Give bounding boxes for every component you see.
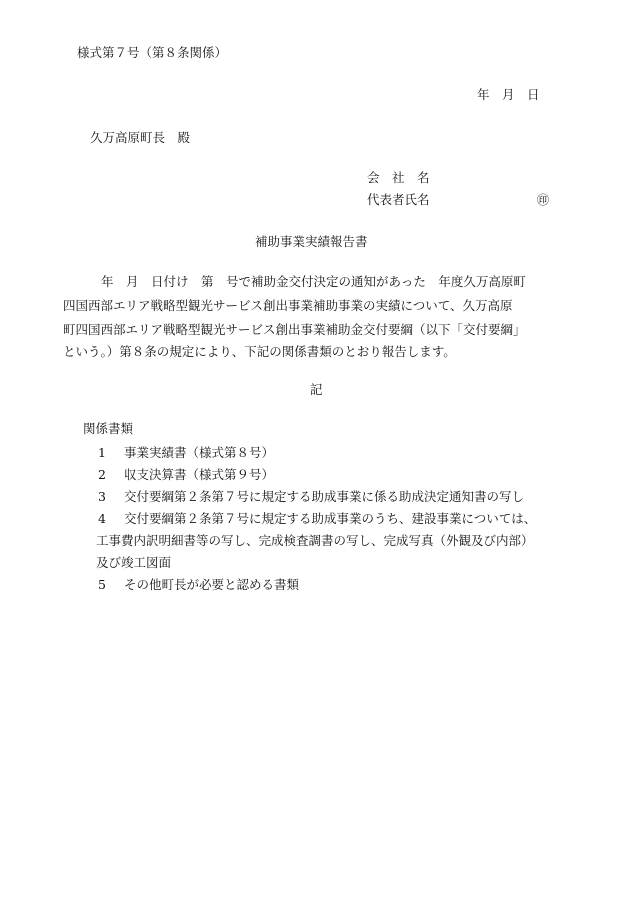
- company-name-label: 会 社 名: [367, 170, 430, 185]
- ki-label: 記: [310, 382, 323, 397]
- list-item: 事業実績書（様式第８号）: [124, 445, 275, 460]
- list-item: 交付要綱第２条第７号に規定する助成事業に係る助成決定通知書の写し: [124, 489, 525, 504]
- list-item-number: 5: [98, 577, 106, 592]
- list-item: その他町長が必要と認める書類: [124, 577, 300, 592]
- list-item-number: 2: [98, 467, 106, 482]
- document-title: 補助事業実績報告書: [255, 234, 368, 249]
- body-line: 四国西部エリア戦略型観光サービス創出事業補助事業の実績について、久万高原: [63, 298, 513, 313]
- list-item-number: 4: [98, 511, 106, 526]
- list-item-continuation: 工事費内訳明細書等の写し、完成検査調書の写し、完成写真（外観及び内部）: [96, 533, 534, 548]
- form-label: 様式第７号（第８条関係）: [77, 45, 228, 60]
- list-item: 収支決算書（様式第９号）: [124, 467, 275, 482]
- list-item-continuation: 及び竣工図面: [96, 555, 172, 570]
- list-item: 交付要綱第２条第７号に規定する助成事業のうち、建設事業については、: [124, 511, 537, 526]
- documents-heading: 関係書類: [83, 421, 134, 436]
- body-line: 町四国西部エリア戦略型観光サービス創出事業補助金交付要綱（以下「交付要綱」: [63, 322, 526, 337]
- representative-name-label: 代表者氏名: [367, 192, 430, 207]
- date-line: 年 月 日: [477, 87, 540, 102]
- seal-mark-icon: ㊞: [537, 193, 550, 207]
- body-line: という。）第８条の規定により、下記の関係書類のとおり報告します。: [63, 344, 456, 359]
- list-item-number: 3: [98, 489, 106, 504]
- body-line: 年 月 日付け 第 号で補助金交付決定の通知があった 年度久万高原町: [76, 274, 526, 289]
- addressee: 久万高原町長 殿: [90, 130, 191, 145]
- list-item-number: 1: [98, 445, 106, 460]
